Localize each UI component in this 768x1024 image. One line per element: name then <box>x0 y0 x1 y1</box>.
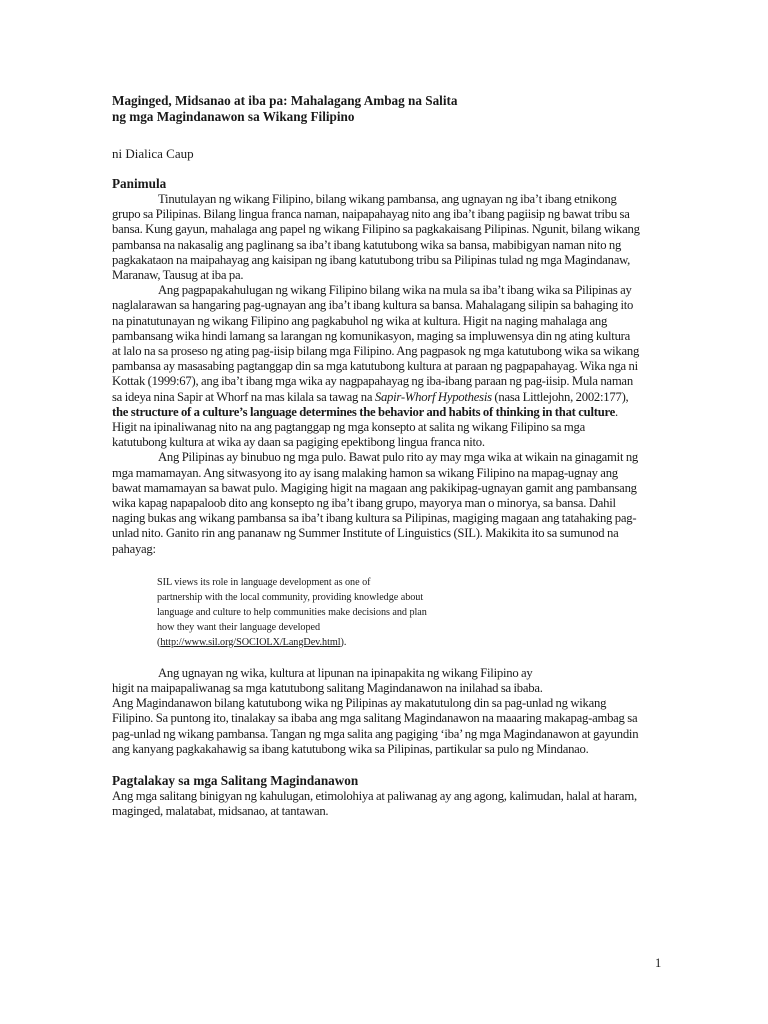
quote-close-paren: ). <box>340 636 347 648</box>
paragraph-2-text-c: . Higit na ipinaliwanag nito na ang pagtanggap ng mga konsepto at salita ng wikang Filipino sa mga katutubong kultura at wika ay daan sa pagiging epektibong lingua franca nito. <box>112 404 618 450</box>
paragraph-4 <box>112 666 640 757</box>
paragraph-4-line-1: Ang ugnayan ng wika, kultura at lipunan na ipinapakita ng wikang Filipino ay <box>158 665 533 680</box>
quote-line: language and culture to help communities make decisions and plan <box>157 606 427 618</box>
quote-open-paren: ( <box>157 636 161 648</box>
paragraph-1: Tinutulayan ng wikang Filipino, bilang wikang pambansa, ang ugnayan ng iba’t ibang etnikong grupo sa Pilipinas. Bilang lingua franca naman, naipapahayag nito ang iba’t ibang pagiisip ng bawat tribu sa bansa. Kung gayun, mahalaga ang papel ng wikang Filipino sa pagkakaisang Pilipinas. Ngunit, bilang wikang pambansa na nakasalig ang paglinang sa iba’t ibang katutubong wika sa bansa, mabibigyan naman nito ng pagkakataon na maipahayag ang kaisipan ng ibang katutubong tribu sa Pilipinas tulad ng mga Magindanaw, Maranaw, Tausug at iba pa. <box>112 192 640 283</box>
quote-line: how they want their language developed <box>157 621 321 633</box>
document-title <box>112 93 640 125</box>
title-line-1: Maginged, Midsanao at iba pa: Mahalagang Ambag na Salita <box>112 93 458 108</box>
author-byline: ni Dialica Caup <box>112 146 194 161</box>
quoted-hypothesis: the structure of a culture’s language determines the behavior and habits of thinking in that culture <box>112 404 616 419</box>
block-quote <box>157 575 517 650</box>
quote-line: partnership with the local community, providing knowledge about <box>157 591 424 603</box>
paragraph-2 <box>112 283 640 450</box>
paragraph-4-rest: Ang Magindanawon bilang katutubong wika ng Pilipinas ay makatutulong din sa pag-unlad ng wikang Filipino. Sa puntong ito, tinalakay sa ibaba ang mga salitang Magindanawon na maaaring makapag-ambag sa pag-unlad ng wikang pambansa. Tangan ng mga salita ang pagiging ‘iba’ ng mga Magindanawon at gayundin ang kanyang pagkakahawig sa ibang katutubong wika sa Pilipinas, partikular sa pulo ng Mindanao. <box>112 696 639 756</box>
paragraph-3: Ang Pilipinas ay binubuo ng mga pulo. Bawat pulo rito ay may mga wika at wikain na ginagamit ng mga mamamayan. Ang sitwasyong ito ay isang malaking hamon sa wikang Filipino na mapag-ugnay ang bawat mamamayan sa bawat pulo. Magiging higit na magaan ang pakikipag-ugnayan gamit ang pambansang wika kapag napapaloob dito ang konsepto ng iba’t ibang grupo, mayorya man o minorya, sa bansa. Dahil naging bukas ang wikang pambansa sa iba’t ibang kultura sa Pilipinas, magiging magaan ang tatahaking pag-unlad nito. Ganito rin ang pananaw ng Summer Institute of Linguistics (SIL). Makikita ito sa sumunod na pahayag: <box>112 450 639 556</box>
paragraph-4-line-2: higit na maipapaliwanag sa mga katutubong salitang Magindanawon na inilahad sa ibaba. <box>112 681 543 696</box>
paragraph-2-text-b: (nasa Littlejohn, 2002:177), <box>494 389 629 404</box>
page-number: 1 <box>655 956 662 970</box>
title-line-2: ng mga Magindanawon sa Wikang Filipino <box>112 109 355 124</box>
sil-link[interactable]: http://www.sil.org/SOCIOLX/LangDev.html <box>160 636 341 648</box>
paragraph-2-text-a: Ang pagpapakahulugan ng wikang Filipino bilang wika na mula sa iba’t ibang wika sa Pilipinas ay naglalarawan sa hangaring pag-ugnayan ang iba’t ibang kultura sa bansa. Mahalagang silipin sa bahaging ito na pinatutunayan ng wikang Filipino ang pagkabuhol ng wika at kultura. Higit na naging mahalaga ang pambansang wika hindi lamang sa larangan ng komunikasyon, maging sa impluwensya din ng ating kultura at lalo na sa proseso ng ating pag-iisip bilang mga Filipino. Ang pagpasok ng mga katutubong wika sa wikang pambansa ay masasabing pagtanggap din sa mga katutubong kultura at paraan ng pagpapahayag. Wika nga ni Kottak (1999:67), ang iba’t ibang mga wika ay nagpapahayag ng iba-ibang paraan ng pag-iisip. Mula naman sa ideya nina Sapir at Whorf na mas kilala sa tawag na <box>112 283 640 404</box>
heading-panimula: Panimula <box>112 176 167 191</box>
quote-source <box>157 635 517 650</box>
spacer <box>112 650 640 666</box>
paragraph-5: Ang mga salitang binigyan ng kahulugan, etimolohiya at paliwanag ay ang agong, kalimudan, halal at haram, maginged, malatabat, midsanao, at tantawan. <box>112 789 637 819</box>
quote-line: SIL views its role in language development as one of <box>157 576 371 588</box>
sapir-whorf-term: Sapir-Whorf Hypothesis <box>374 389 492 404</box>
heading-pagtalakay: Pagtalakay sa mga Salitang Magindanawon <box>112 773 359 789</box>
document-page <box>112 93 640 820</box>
